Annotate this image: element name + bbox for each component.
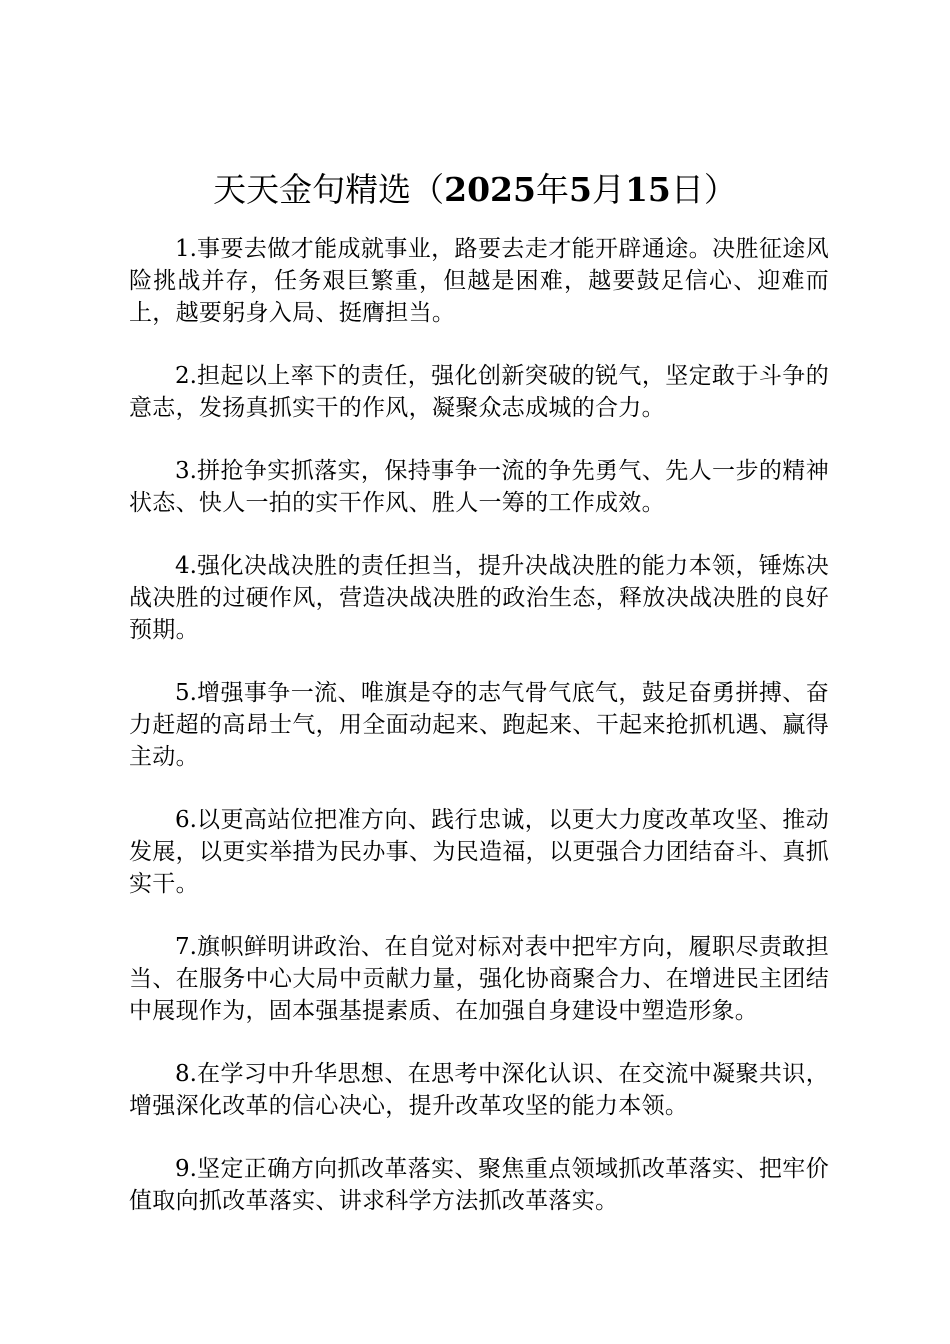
- quote-text: 以更高站位把准方向、践行忠诚，以更大力度改革攻坚、推动发展，以更实举措为民办事、为民造福，以更强合力团结奋斗、真抓实干。: [129, 807, 829, 897]
- quote-number: 6.: [175, 807, 197, 833]
- quote-number: 2.: [175, 363, 197, 389]
- title-day: 15: [624, 170, 671, 209]
- quote-item: [129, 233, 829, 329]
- quote-item: [129, 455, 829, 519]
- quote-item: [129, 804, 829, 900]
- title-year-suffix: 年: [535, 170, 569, 209]
- title-month: 5: [568, 170, 592, 209]
- quote-item: [129, 677, 829, 773]
- title-suffix: 日）: [670, 170, 737, 209]
- quote-item: [129, 360, 829, 424]
- quote-item: [129, 931, 829, 1027]
- title-year: 2025: [444, 170, 536, 209]
- quote-number: 7.: [175, 934, 197, 960]
- quote-number: 1.: [175, 236, 197, 262]
- quote-text: 担起以上率下的责任，强化创新突破的锐气，坚定敢于斗争的意志，发扬真抓实干的作风，凝聚众志成城的合力。: [129, 363, 829, 421]
- quote-number: 8.: [175, 1061, 197, 1087]
- quote-text: 坚定正确方向抓改革落实、聚焦重点领域抓改革落实、把牢价值取向抓改革落实、讲求科学方法抓改革落实。: [129, 1156, 829, 1214]
- quote-number: 5.: [175, 680, 197, 706]
- title-month-suffix: 月: [591, 170, 625, 209]
- quote-text: 增强事争一流、唯旗是夺的志气骨气底气，鼓足奋勇拼搏、奋力赶超的高昂士气，用全面动起来、跑起来、干起来抢抓机遇、赢得主动。: [129, 680, 829, 770]
- quote-text: 旗帜鲜明讲政治、在自觉对标对表中把牢方向，履职尽责敢担当、在服务中心大局中贡献力量，强化协商聚合力、在增进民主团结中展现作为，固本强基提素质、在加强自身建设中塑造形象。: [129, 934, 829, 1024]
- quote-text: 强化决战决胜的责任担当，提升决战决胜的能力本领，锤炼决战决胜的过硬作风，营造决战决胜的政治生态，释放决战决胜的良好预期。: [129, 553, 829, 643]
- quote-number: 9.: [175, 1156, 197, 1182]
- quote-text: 事要去做才能成就事业，路要去走才能开辟通途。决胜征途风险挑战并存，任务艰巨繁重，但越是困难，越要鼓足信心、迎难而上，越要躬身入局、挺膺担当。: [129, 236, 829, 326]
- page-title: [0, 165, 950, 215]
- quote-item: [129, 1153, 829, 1217]
- quote-list: [129, 233, 829, 1248]
- quote-item: [129, 550, 829, 646]
- quote-item: [129, 1058, 829, 1122]
- quote-text: 在学习中升华思想、在思考中深化认识、在交流中凝聚共识，增强深化改革的信心决心，提升改革攻坚的能力本领。: [129, 1061, 829, 1119]
- quote-number: 4.: [175, 553, 197, 579]
- quote-text: 拼抢争实抓落实，保持事争一流的争先勇气、先人一步的精神状态、快人一拍的实干作风、胜人一筹的工作成效。: [129, 458, 829, 516]
- title-prefix: 天天金句精选（: [213, 170, 445, 209]
- quote-number: 3.: [175, 458, 197, 484]
